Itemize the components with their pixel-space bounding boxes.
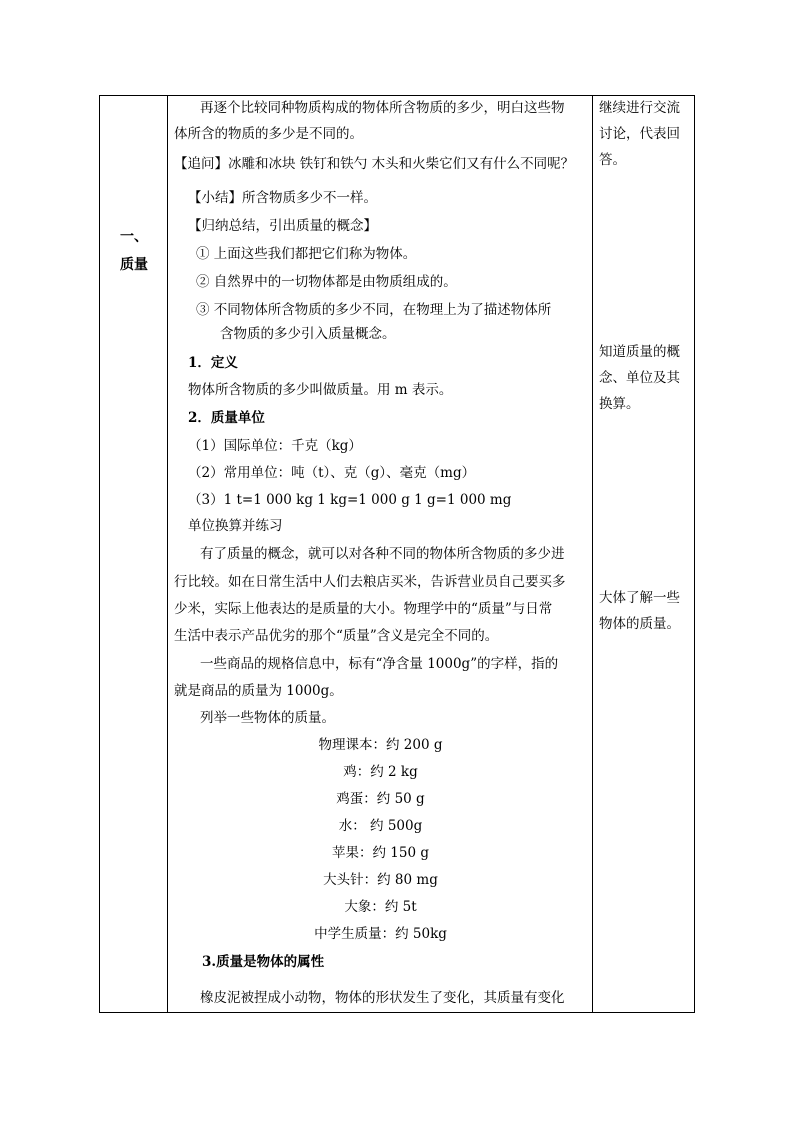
unit-line: （3）1 t=1 000 kg 1 kg=1 000 g 1 g=1 000 mg bbox=[188, 492, 512, 508]
heading-unit: 2．质量单位 bbox=[188, 410, 265, 426]
heading-definition: 1．定义 bbox=[188, 355, 238, 371]
student-note: 继续进行交流 bbox=[599, 100, 680, 116]
lesson-table bbox=[99, 95, 695, 1013]
induction-heading: 【归纳总结，引出质量的概念】 bbox=[188, 218, 377, 234]
mass-example: 物理课本：约 200 g bbox=[318, 737, 443, 753]
list-item: ③ 不同物体所含物质的多少不同，在物理上为了描述物体所 bbox=[196, 302, 552, 318]
student-note: 物体的质量。 bbox=[599, 616, 680, 632]
paragraph-line: 行比较。如在日常生活中人们去粮店买米，告诉营业员自己要买多 bbox=[174, 574, 566, 590]
list-intro: 列举一些物体的质量。 bbox=[200, 710, 335, 726]
paragraph-line: 有了质量的概念，就可以对各种不同的物体所含物质的多少进 bbox=[200, 546, 565, 562]
mass-example: 鸡蛋：约 50 g bbox=[336, 791, 425, 807]
followup-question: 【追问】冰雕和冰块 铁钉和铁勺 木头和火柴它们又有什么不同呢？ bbox=[174, 156, 575, 172]
teacher-activity-column bbox=[168, 96, 593, 1012]
mass-example: 大象：约 5t bbox=[344, 899, 417, 915]
definition-text: 物体所含物质的多少叫做质量。用 m 表示。 bbox=[188, 382, 453, 398]
unit-line: （1）国际单位：千克（kg） bbox=[188, 438, 362, 454]
student-note: 大体了解一些 bbox=[599, 590, 680, 606]
mass-example: 苹果：约 150 g bbox=[332, 845, 429, 861]
mass-example: 水： 约 500g bbox=[338, 818, 423, 834]
mass-example: 中学生质量：约 50kg bbox=[314, 926, 447, 942]
summary-text: 【小结】所含物质多少不一样。 bbox=[188, 190, 377, 206]
paragraph-line: 橡皮泥被捏成小动物，物体的形状发生了变化，其质量有变化 bbox=[200, 990, 565, 1006]
student-note: 念、单位及其 bbox=[599, 370, 680, 386]
student-note: 讨论，代表回 bbox=[599, 126, 680, 142]
mass-example: 大头针：约 80 mg bbox=[323, 872, 438, 888]
list-item: ① 上面这些我们都把它们称为物体。 bbox=[196, 246, 417, 262]
paragraph-line: 生活中表示产品优劣的那个“质量”含义是完全不同的。 bbox=[174, 628, 499, 644]
paragraph-line: 一些商品的规格信息中，标有“净含量 1000g”的字样，指的 bbox=[200, 656, 559, 672]
practice-text: 单位换算并练习 bbox=[188, 518, 283, 534]
paragraph-line: 体所含的物质的多少是不同的。 bbox=[174, 126, 363, 142]
list-item: ② 自然界中的一切物体都是由物质组成的。 bbox=[196, 274, 457, 290]
heading-attribute: 3.质量是物体的属性 bbox=[202, 954, 325, 970]
paragraph-line: 再逐个比较同种物质构成的物体所含物质的多少，明白这些物 bbox=[200, 100, 565, 116]
paragraph-line: 就是商品的质量为 1000g。 bbox=[174, 683, 343, 699]
student-note: 答。 bbox=[599, 152, 626, 168]
section-title: 质量 bbox=[120, 257, 148, 273]
student-activity-column bbox=[593, 96, 694, 1012]
list-item: 含物质的多少引入质量概念。 bbox=[220, 326, 396, 342]
mass-example: 鸡：约 2 kg bbox=[343, 764, 418, 780]
section-number: 一、 bbox=[120, 229, 148, 245]
student-note: 知道质量的概 bbox=[599, 344, 680, 360]
unit-line: （2）常用单位：吨（t）、克（g）、毫克（mg） bbox=[188, 465, 476, 481]
section-column bbox=[100, 96, 168, 1012]
student-note: 换算。 bbox=[599, 396, 640, 412]
paragraph-line: 少米，实际上他表达的是质量的大小。物理学中的“质量”与日常 bbox=[174, 601, 553, 617]
